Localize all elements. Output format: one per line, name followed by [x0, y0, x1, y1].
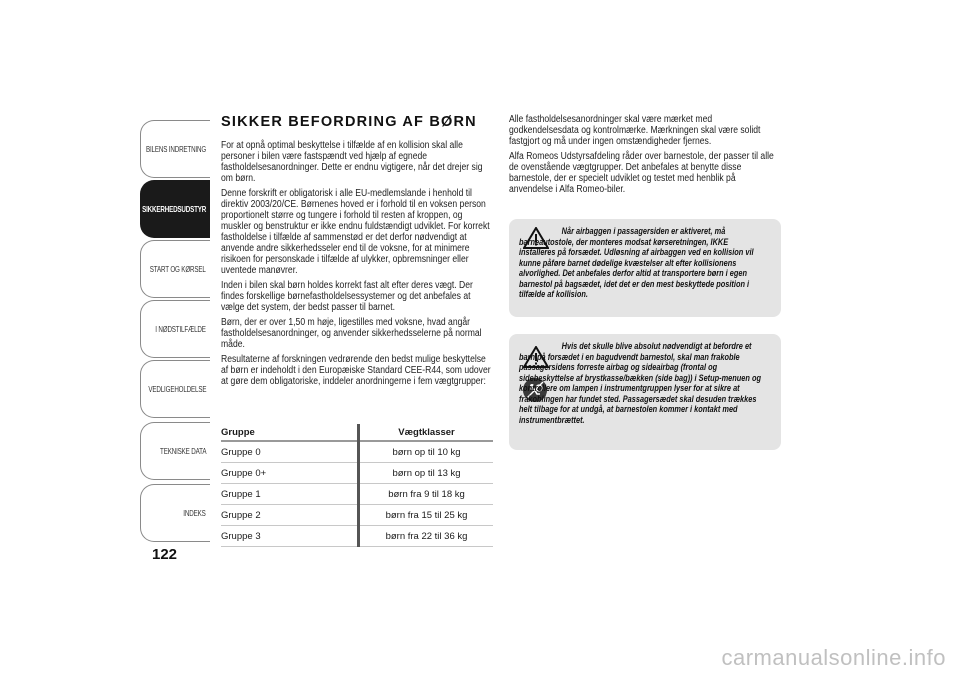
watermark: carmanualsonline.info	[721, 645, 946, 670]
weight-groups-table	[221, 424, 493, 547]
tab-sikkerhedsudstyr[interactable]	[140, 180, 210, 238]
paragraph: Resultaterne af forskningen vedrørende den bedst mulige beskyttelse af børn er indeholdt i den Europæiske Standard CEE-R44, som udover at gøre dem obligatoriske, inddeler anordningerne i fem vægtgrupper:	[221, 354, 491, 387]
warning-text: Hvis det skulle blive absolut nødvendigt at befordre et barn på forsædet i en bagudvendt barnestol, skal man frakoble passagersidens forreste airbag og sideairbag (frontal og sidebeskyttelse af brystkasse/bækken (side bag)) i Setup-menuen og kontrollere om lampen i instrumentgruppen lyser for at sikre at frakoblingen har fundet sted. Passagersædet skal desuden trækkes helt tilbage for at undgå, at barnestolen kommer i kontakt med instrumentbrættet.	[519, 341, 761, 425]
warning-text: Når airbaggen i passagersiden er aktiveret, må barneautostole, der monteres modsat kørseretningen, IKKE installeres på forsædet. Udløsning af airbaggen ved en kollision vil kunne påføre barnet dødelige kvæstelser alt efter kollisionens alvorlighed. Det anbefales derfor altid at transportere børn i egen barnestol på bagsædet, idet det er den mest beskyttede position i tilfælde af kollision.	[519, 226, 754, 299]
left-column	[221, 114, 493, 391]
tab-i-nodstilfaelde[interactable]	[140, 300, 210, 358]
tab-label: BILENS INDRETNING	[145, 144, 206, 154]
tab-label: I NØDSTILFÆLDE	[155, 324, 206, 334]
weight-cell: børn op til 13 kg	[359, 463, 494, 484]
group-cell: Gruppe 3	[221, 526, 359, 547]
paragraph: For at opnå optimal beskyttelse i tilfælde af en kollision skal alle personer i bilen være fastspændt ved hjælp af egnede fastholdelsesanordninger. Dette er endnu vigtigere, når det drejer sig om børn.	[221, 140, 483, 184]
table-row	[221, 441, 493, 463]
weight-cell: børn fra 15 til 25 kg	[359, 505, 494, 526]
tab-label: VEDLIGEHOLDELSE	[147, 384, 206, 394]
warning-box-airbag	[509, 219, 781, 317]
tab-label: INDEKS	[183, 508, 206, 518]
group-cell: Gruppe 0+	[221, 463, 359, 484]
group-cell: Gruppe 0	[221, 441, 359, 463]
table-row	[221, 526, 493, 547]
weight-cell: børn fra 22 til 36 kg	[359, 526, 494, 547]
weight-cell: børn op til 10 kg	[359, 441, 494, 463]
tab-tekniske-data[interactable]	[140, 422, 210, 480]
header-gruppe: Gruppe	[221, 424, 359, 441]
paragraph: Alfa Romeos Udstyrsafdeling råder over barnestole, der passer til alle de ovenstående vægtgrupper. Det anbefales at benytte disse barnestole, der er specielt udviklet og testet med henblik på anvendelse i Alfa Romeo-biler.	[509, 151, 774, 195]
paragraph: Børn, der er over 1,50 m høje, ligestilles med voksne, hvad angår fastholdelsesanordninger, og anvender sikkerhedsselerne på normal måde.	[221, 317, 482, 350]
section-title: SIKKER BEFORDRING AF BØRN	[221, 114, 477, 130]
table-header-row	[221, 424, 493, 441]
table-row	[221, 484, 493, 505]
weight-cell: børn fra 9 til 18 kg	[359, 484, 494, 505]
group-cell: Gruppe 2	[221, 505, 359, 526]
tab-label: START OG KØRSEL	[150, 264, 206, 274]
right-column	[509, 114, 781, 199]
header-vaegtklasser: Vægtklasser	[359, 424, 494, 441]
tab-bilens-indretning[interactable]	[140, 120, 210, 178]
table-row	[221, 463, 493, 484]
tab-label: SIKKERHEDSUDSTYR	[141, 204, 206, 214]
tab-label: TEKNISKE DATA	[159, 446, 206, 456]
page-number: 122	[152, 546, 178, 563]
warning-box-front-seat	[509, 334, 781, 450]
paragraph: Inden i bilen skal børn holdes korrekt fast alt efter deres vægt. Der findes forskellige børnefastholdelsessystemer og det anbefales at vælge det system, der bedst passer til barnet.	[221, 280, 473, 313]
paragraph: Alle fastholdelsesanordninger skal være mærket med godkendelsesdata og kontrolmærke. Mærkningen skal være solidt fastgjort og må under ingen omstændigheder fjernes.	[509, 114, 761, 147]
table-row	[221, 505, 493, 526]
tab-start-og-korsel[interactable]	[140, 240, 210, 298]
tab-vedligeholdelse[interactable]	[140, 360, 210, 418]
tab-indeks[interactable]	[140, 484, 210, 542]
group-cell: Gruppe 1	[221, 484, 359, 505]
paragraph: Denne forskrift er obligatorisk i alle EU-medlemslande i henhold til direktiv 2003/20/CE. Børnenes hoved er i forhold til en voksen person proportionelt større og tungere i forhold til resten af kroppen, og muskler og benstruktur er ikke endnu fuldstændigt udviklet. For korrekt fastholdelse i tilfælde af sammenstød er det derfor nødvendigt at anvende andre sikkerhedsseler end til de voksne, for at minimere risikoen for personskade i tilfælde af ulykker, opbremsninger eller uventede manøvrer.	[221, 188, 490, 276]
